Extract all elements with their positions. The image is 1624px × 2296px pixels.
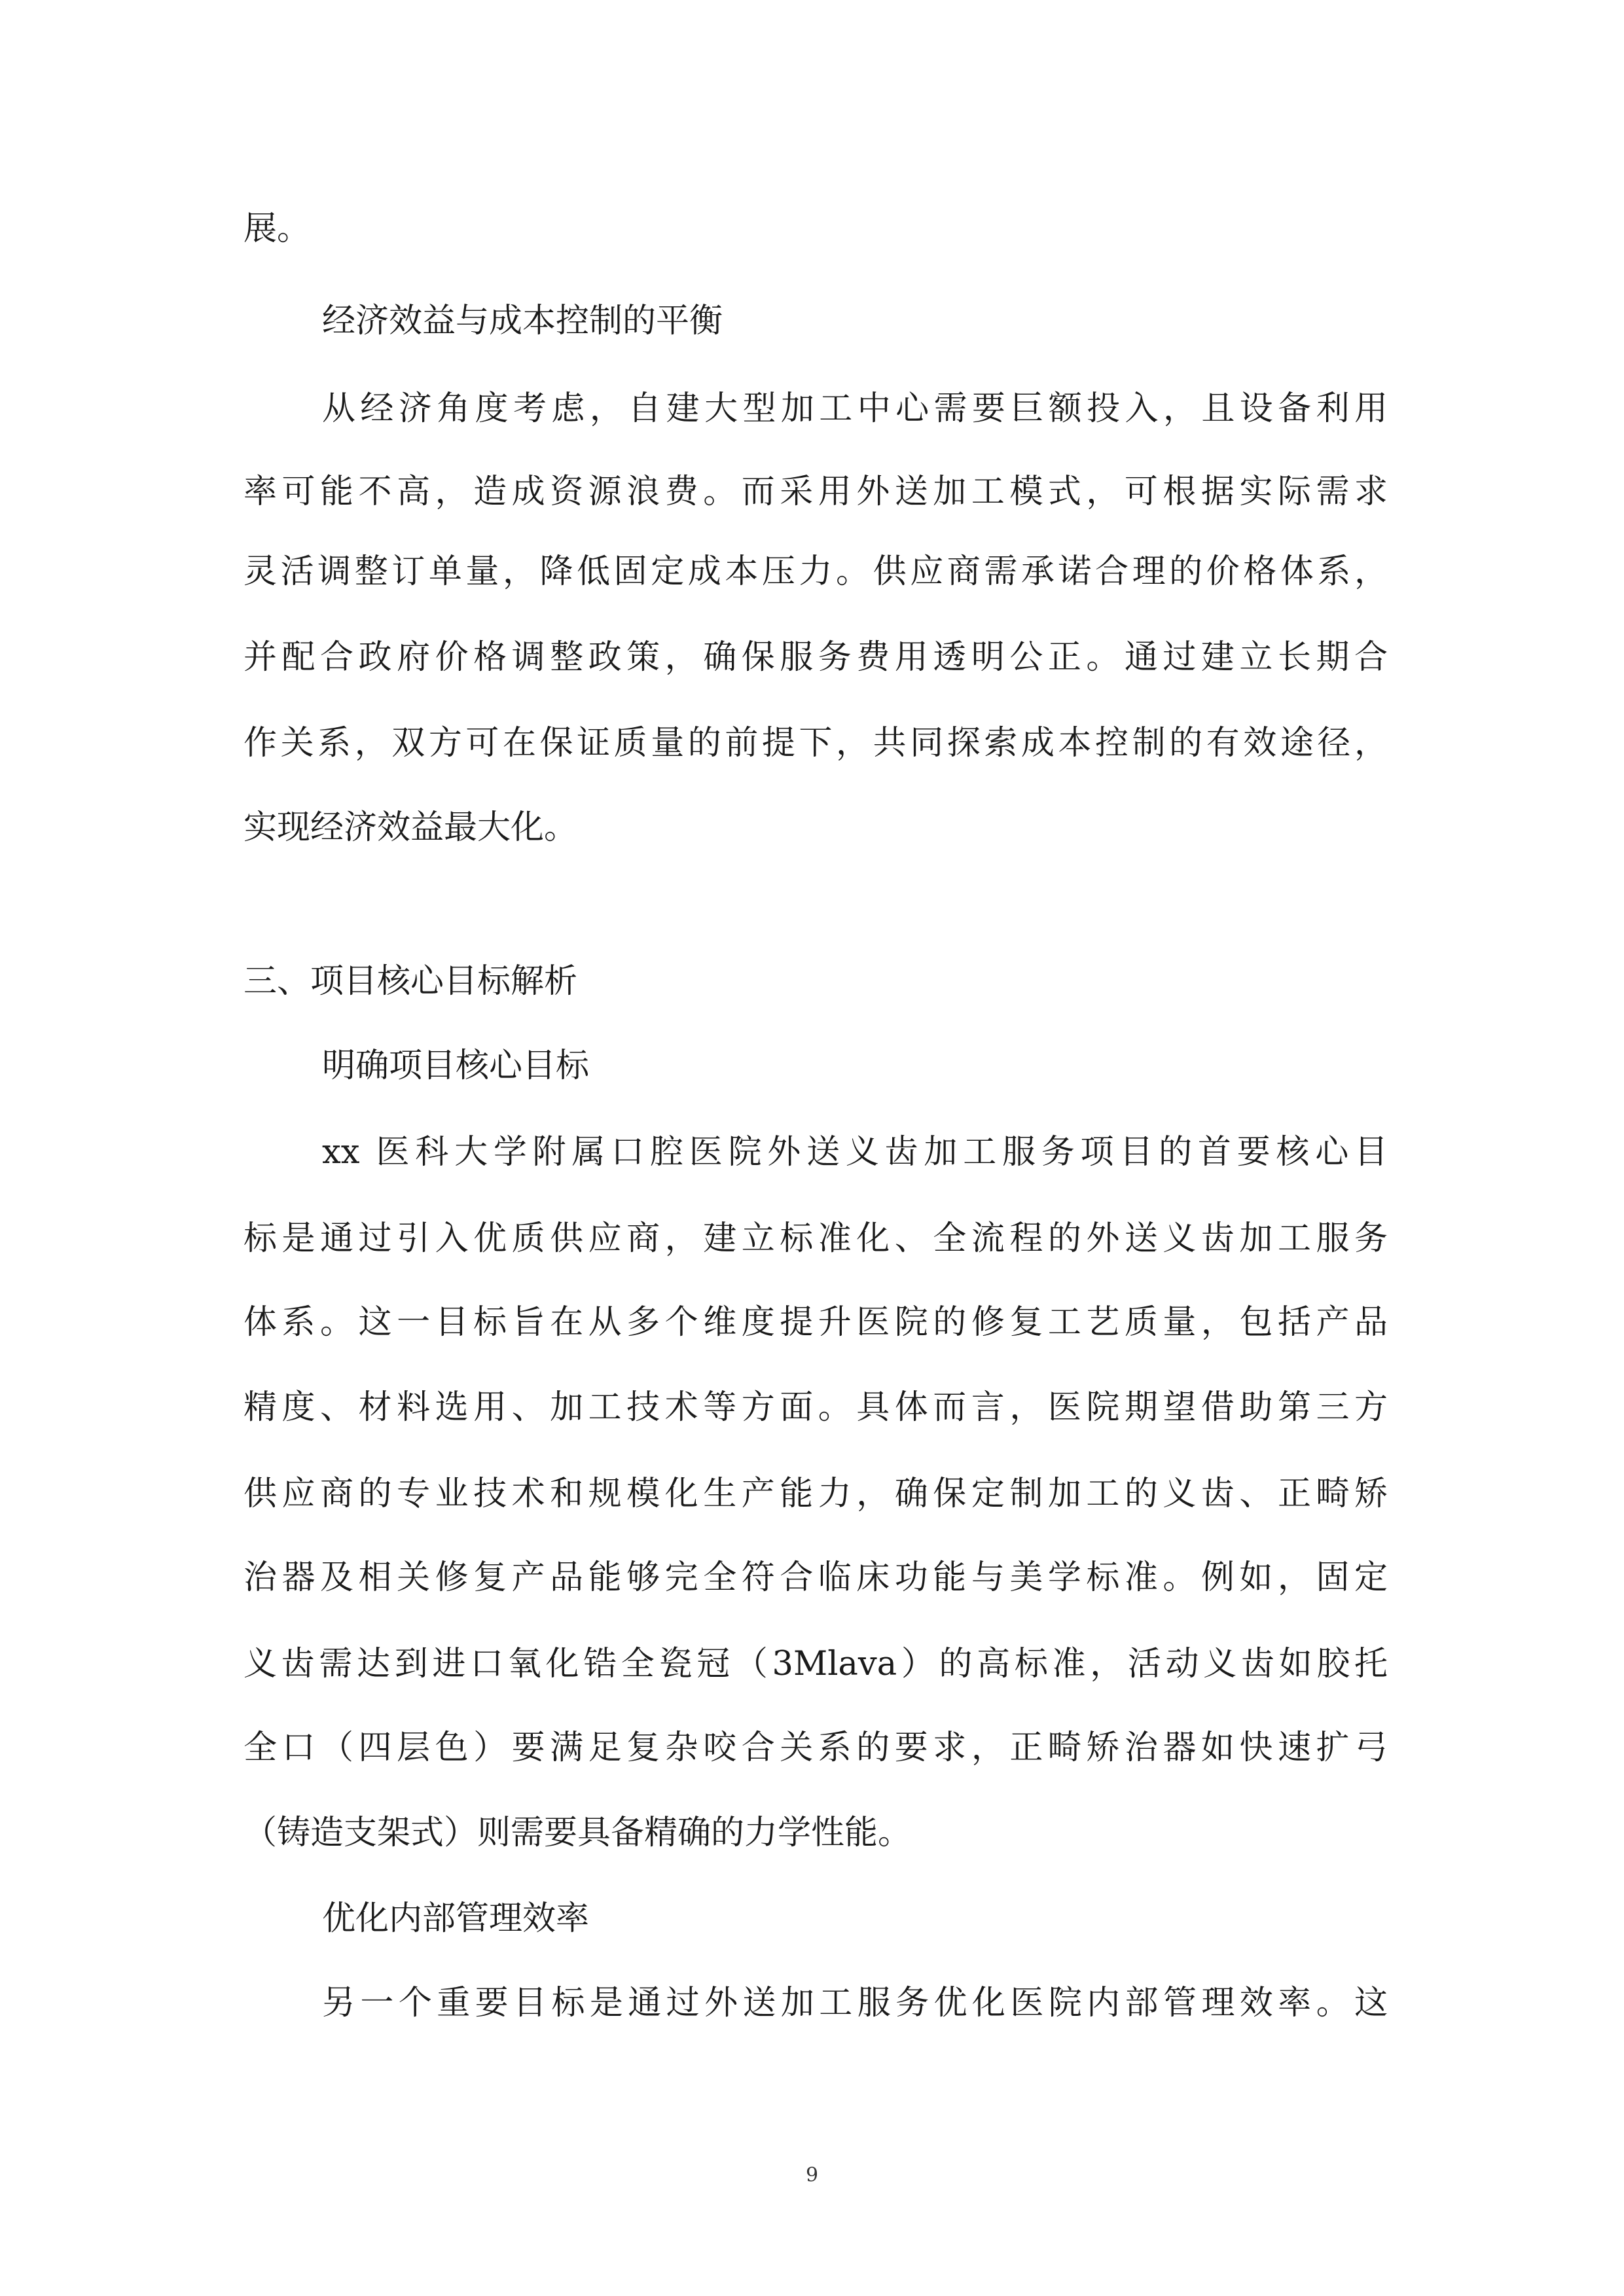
paragraph-line: 另一个重要目标是通过外送加工服务优化医院内部管理效率。这 <box>322 1984 1388 2022</box>
section-subheading: 优化内部管理效率 <box>322 1899 590 1938</box>
paragraph-line: 精度、材料选用、加工技术等方面。具体而言，医院期望借助第三方 <box>244 1388 1388 1427</box>
section-subheading: 经济效益与成本控制的平衡 <box>322 302 723 340</box>
paragraph-line: 并配合政府价格调整政策，确保服务费用透明公正。通过建立长期合 <box>244 638 1388 677</box>
paragraph-line: 全口（四层色）要满足复杂咬合关系的要求，正畸矫治器如快速扩弓 <box>244 1729 1388 1767</box>
paragraph-line: 体系。这一目标旨在从多个维度提升医院的修复工艺质量，包括产品 <box>244 1303 1388 1342</box>
paragraph-line: 实现经济效益最大化。 <box>244 808 578 847</box>
paragraph-line: 标是通过引入优质供应商，建立标准化、全流程的外送义齿加工服务 <box>244 1219 1388 1258</box>
paragraph-line: 从经济角度考虑，自建大型加工中心需要巨额投入，且设备利用 <box>322 389 1388 428</box>
paragraph-line: xx 医科大学附属口腔医院外送义齿加工服务项目的首要核心目 <box>322 1133 1388 1172</box>
paragraph-line: 率可能不高，造成资源浪费。而采用外送加工模式，可根据实际需求 <box>244 473 1388 511</box>
section-subheading: 明确项目核心目标 <box>322 1047 590 1085</box>
paragraph-line: 作关系，双方可在保证质量的前提下，共同探索成本控制的有效途径， <box>244 724 1388 762</box>
paragraph-line: 治器及相关修复产品能够完全符合临床功能与美学标准。例如，固定 <box>244 1558 1388 1597</box>
paragraph-line: 展。 <box>244 209 311 248</box>
section-heading: 三、项目核心目标解析 <box>244 962 578 1001</box>
paragraph-line: 供应商的专业技术和规模化生产能力，确保定制加工的义齿、正畸矫 <box>244 1475 1388 1513</box>
paragraph-line: 灵活调整订单量，降低固定成本压力。供应商需承诺合理的价格体系， <box>244 552 1388 591</box>
paragraph-line: 义齿需达到进口氧化锆全瓷冠（3Mlava）的高标准，活动义齿如胶托 <box>244 1645 1388 1683</box>
page-number: 9 <box>805 2164 819 2187</box>
paragraph-line: （铸造支架式）则需要具备精确的力学性能。 <box>244 1814 912 1852</box>
